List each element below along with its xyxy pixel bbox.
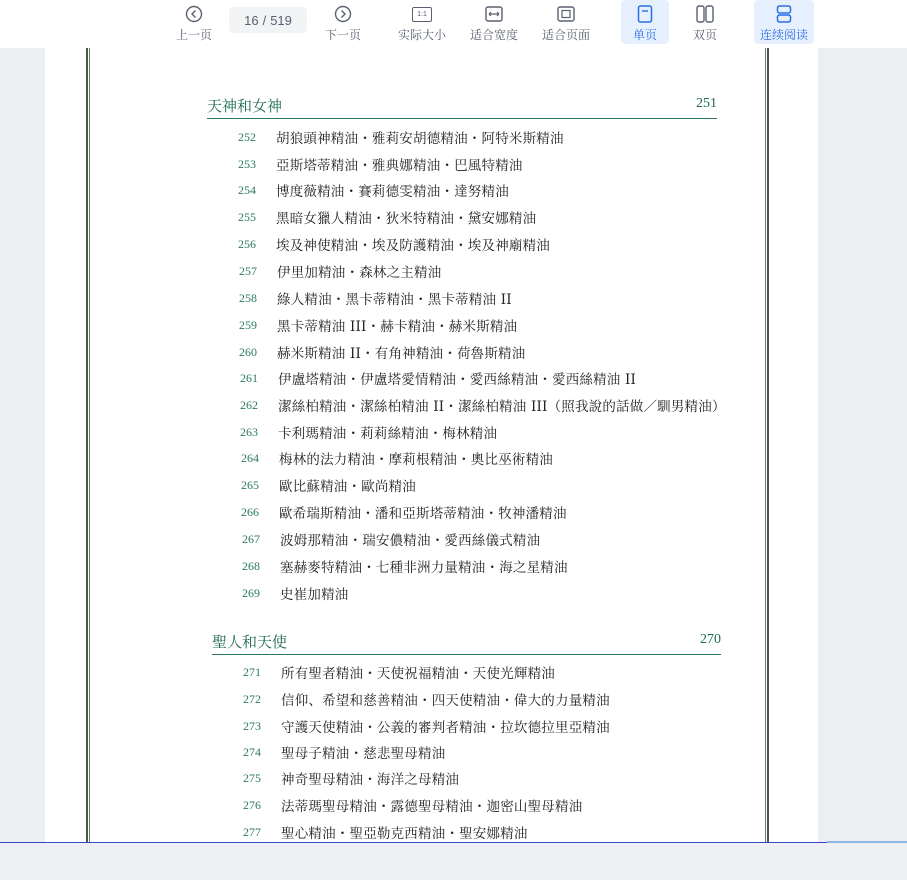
toc-item-title: 博度薇精油・賽莉德雯精油・達努精油 <box>276 184 509 200</box>
page-border-left <box>86 48 90 842</box>
toc-item-title: 塞赫麥特精油・七種非洲力量精油・海之星精油 <box>280 560 568 576</box>
toc-item-page: 260 <box>239 344 257 359</box>
double-page-icon <box>696 3 714 25</box>
toc-item-page: 252 <box>238 129 256 144</box>
single-page-button[interactable] <box>621 0 669 44</box>
toc-item-title: 綠人精油・黑卡蒂精油・黑卡蒂精油 II <box>277 292 512 308</box>
toc-item-title: 伊盧塔精油・伊盧塔愛情精油・愛西絲精油・愛西絲精油 II <box>278 372 637 388</box>
actual-size-icon <box>412 3 432 25</box>
toc-item <box>242 529 540 549</box>
toc-item <box>239 261 441 281</box>
toc-item-page: 271 <box>243 664 261 679</box>
toc-item-title: 潔絲柏精油・潔絲柏精油 II・潔絲柏精油 III（照我說的話做／馴男精油） <box>278 399 726 415</box>
toc-item-title: 卡利瑪精油・莉莉絲精油・梅林精油 <box>278 426 498 442</box>
chevron-right-circle-icon <box>334 3 352 25</box>
fit-page-label: 适合页面 <box>541 28 590 42</box>
toc-item-page: 263 <box>240 424 258 439</box>
toc-item-title: 黑卡蒂精油 III・赫卡精油・赫米斯精油 <box>277 319 518 335</box>
fit-page-icon <box>557 3 575 25</box>
toc-item-title: 埃及神使精油・埃及防護精油・埃及神廟精油 <box>276 238 550 254</box>
toc-item <box>241 448 553 468</box>
page-indicator[interactable] <box>229 7 307 33</box>
toc-item-page: 274 <box>243 744 261 759</box>
toc-item-page: 264 <box>241 450 259 465</box>
toc-section-header <box>212 628 721 655</box>
continuous-read-label: 连续阅读 <box>759 28 808 42</box>
fit-width-button[interactable] <box>467 0 521 44</box>
toc-item-page: 267 <box>242 531 260 546</box>
single-page-icon <box>637 3 653 25</box>
prev-page-label: 上一页 <box>175 28 212 42</box>
toc-item-title: 所有聖者精油・天使祝福精油・天使光輝精油 <box>281 666 555 682</box>
toc-item-title: 守護天使精油・公義的審判者精油・拉坎德拉里亞精油 <box>281 720 610 736</box>
toc-item-title: 聖母子精油・慈悲聖母精油 <box>281 746 446 762</box>
toc-item-title: 黑暗女獵人精油・狄米特精油・黛安娜精油 <box>276 211 537 227</box>
toc-item-title: 歐希瑞斯精油・潘和亞斯塔蒂精油・牧神潘精油 <box>279 506 567 522</box>
toc-item <box>238 180 509 200</box>
toc-item-title: 信仰、希望和慈善精油・四天使精油・偉大的力量精油 <box>281 693 610 709</box>
toc-item-title: 法蒂瑪聖母精油・露德聖母精油・迦密山聖母精油 <box>281 799 583 815</box>
toc-item <box>243 795 582 815</box>
page-total: 519 <box>270 12 292 28</box>
next-page-label: 下一页 <box>324 28 361 42</box>
toc-item-page: 259 <box>239 317 257 332</box>
toc-item <box>241 475 416 495</box>
toc-item-page: 265 <box>241 477 259 492</box>
toc-item-page: 276 <box>243 797 261 812</box>
toc-item-page: 268 <box>242 558 260 573</box>
document-viewer[interactable] <box>0 48 907 842</box>
toc-item <box>242 583 349 603</box>
toc-item-page: 273 <box>243 718 261 733</box>
toc-item <box>241 502 567 522</box>
toc-item <box>243 662 555 682</box>
toc-item-page: 257 <box>239 263 257 278</box>
chevron-left-circle-icon <box>185 3 203 25</box>
toc-item-title: 聖心精油・聖亞勒克西精油・聖安娜精油 <box>281 826 528 842</box>
toc-item <box>238 234 550 254</box>
toc-item <box>238 127 564 147</box>
toc-item <box>238 154 523 174</box>
toc-item <box>239 342 525 362</box>
toc-item <box>238 207 536 227</box>
fit-page-button[interactable] <box>539 0 593 44</box>
toc-item-title: 赫米斯精油 II・有角神精油・荷魯斯精油 <box>277 346 526 362</box>
double-page-button[interactable] <box>683 0 727 44</box>
toc-item-title: 神奇聖母精油・海洋之母精油 <box>281 772 460 788</box>
toc-item-page: 258 <box>239 290 257 305</box>
toc-item-page: 266 <box>241 504 259 519</box>
toc-item <box>240 422 497 442</box>
fit-width-label: 适合宽度 <box>469 28 518 42</box>
page-current-input[interactable]: 16 <box>244 12 259 28</box>
toc-item-page: 262 <box>240 397 258 412</box>
toc-item-page: 253 <box>238 156 256 171</box>
status-bar <box>0 842 907 880</box>
toc-item <box>239 315 517 335</box>
toc-item-page: 272 <box>243 691 261 706</box>
double-page-label: 双页 <box>692 28 717 42</box>
toc-item-title: 歐比蘇精油・歐尚精油 <box>279 479 416 495</box>
toc-section-title: 天神和女神 <box>207 97 283 115</box>
toc-item-page: 275 <box>243 770 261 785</box>
toc-item-page: 254 <box>238 182 256 197</box>
continuous-read-button[interactable] <box>754 0 814 44</box>
toc-section-title: 聖人和天使 <box>212 633 288 651</box>
status-bar-accent <box>827 841 907 843</box>
actual-size-icon-text: 1:1 <box>412 7 432 22</box>
toc-item <box>243 822 528 842</box>
toc-item-title: 史崔加精油 <box>280 587 349 603</box>
toc-section-header <box>207 92 717 119</box>
toc-item <box>243 742 445 762</box>
page-separator: / <box>262 12 267 28</box>
toc-section-page: 270 <box>700 632 721 647</box>
actual-size-label: 实际大小 <box>397 28 446 42</box>
toc-item-title: 胡狼頭神精油・雅莉安胡德精油・阿特米斯精油 <box>276 131 564 147</box>
toc-item-page: 261 <box>240 370 258 385</box>
actual-size-button[interactable] <box>395 0 449 44</box>
toolbar <box>0 0 907 48</box>
toc-item-title: 亞斯塔蒂精油・雅典娜精油・巴風特精油 <box>276 158 523 174</box>
toc-item <box>243 768 459 788</box>
single-page-label: 单页 <box>632 28 657 42</box>
toc-item <box>239 288 512 308</box>
fit-width-icon <box>485 3 503 25</box>
toc-item-title: 梅林的法力精油・摩莉根精油・奧比巫術精油 <box>279 452 553 468</box>
toc-item-title: 伊里加精油・森林之主精油 <box>277 265 442 281</box>
toc-item-page: 255 <box>238 209 256 224</box>
toc-item <box>240 395 726 415</box>
toc-item <box>240 368 636 388</box>
next-page-button[interactable] <box>321 0 365 44</box>
continuous-read-icon <box>776 3 792 25</box>
toc-item-page: 277 <box>243 824 261 839</box>
toc-section-page: 251 <box>696 96 717 111</box>
toc-item <box>242 556 568 576</box>
toc-item-page: 256 <box>238 236 256 251</box>
toc-item-title: 波姆那精油・瑞安儂精油・愛西絲儀式精油 <box>280 533 541 549</box>
toc-item-page: 269 <box>242 585 260 600</box>
prev-page-button[interactable] <box>172 0 216 44</box>
page-border-right <box>765 48 769 842</box>
toc-item <box>243 689 610 709</box>
document-page <box>45 48 818 842</box>
toc-item <box>243 716 610 736</box>
